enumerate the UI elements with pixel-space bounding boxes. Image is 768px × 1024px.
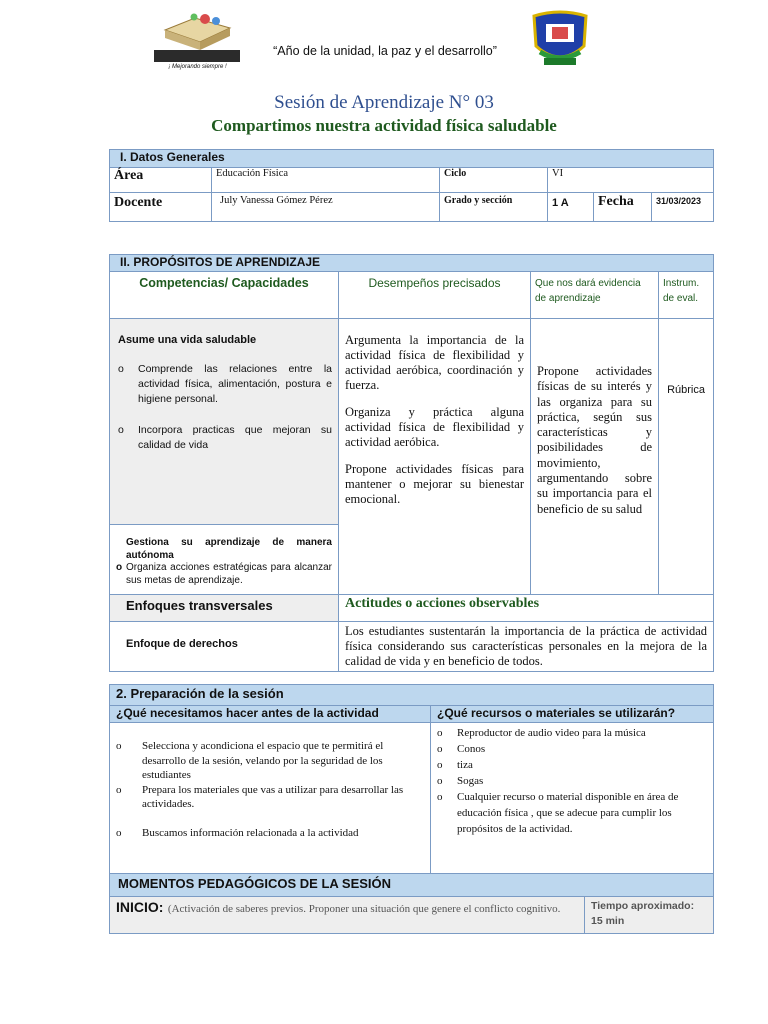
year-motto: “Año de la unidad, la paz y el desarrollo” <box>273 44 497 58</box>
tiempo-value: 15 min <box>591 915 625 927</box>
inicio-label: INICIO: <box>116 899 164 915</box>
list-item: o Selecciona y acondiciona el espacio que te permitirá el desarrollo de la sesión, velando por la seguridad de los estudiantes <box>116 740 384 781</box>
competencia-2-title: Gestiona su aprendizaje de manera autónoma <box>126 537 332 561</box>
col-desempenos: Desempeños precisados <box>339 272 531 319</box>
list-item: o Prepara los materiales que vas a utilizar para desarrollar las actividades. <box>116 783 404 810</box>
col-antes: ¿Qué necesitamos hacer antes de la actividad <box>110 706 431 723</box>
competencia-1 <box>110 319 338 525</box>
evidencia-cell: Propone actividades físicas de su interés y las organiza para su práctica, según sus características y posibilidades de movimiento, argumentando sobre su importancia para el beneficio de su salud <box>531 319 659 595</box>
preparacion-heading: 2. Preparación de la sesión <box>110 685 714 706</box>
docente-value: July Vanessa Gómez Pérez <box>212 193 440 222</box>
desempenos-cell <box>339 319 531 595</box>
list-item: o Sogas <box>437 775 484 787</box>
desempeno-item: Argumenta la importancia de la actividad física de flexibilidad y actividad aeróbica, coordinación y fuerza. <box>345 333 524 392</box>
institution-shield-logo <box>528 10 592 70</box>
col-recursos: ¿Qué recursos o materiales se utilizarán? <box>431 706 714 723</box>
col-instrumento: Instrum. de eval. <box>659 272 714 319</box>
area-value: Educación Física <box>212 168 440 193</box>
list-item: o Incorpora practicas que mejoran su calidad de vida <box>118 424 332 451</box>
competencia-2 <box>110 525 338 587</box>
momentos-heading: MOMENTOS PEDAGÓGICOS DE LA SESIÓN <box>110 874 714 897</box>
list-item: o Cualquier recurso o material disponible en área de educación física , que se adecue para cumplir los propósitos de la actividad. <box>437 791 679 835</box>
list-item: o Buscamos información relacionada a la actividad <box>116 826 359 839</box>
list-item: o Conos <box>437 743 486 755</box>
tiempo-cell <box>585 897 714 934</box>
datos-generales-table <box>109 149 714 222</box>
enfoque-derechos: Enfoque de derechos <box>110 622 339 672</box>
list-item: o Comprende las relaciones entre la actividad física, alimentación, postura e higiene personal. <box>118 363 332 405</box>
col-evidencia: Que nos dará evidencia de aprendizaje <box>531 272 659 319</box>
desempeno-item: Propone actividades físicas para mantener o mejorar su bienestar emocional. <box>345 462 524 506</box>
momentos-table <box>109 873 714 934</box>
competencias-cell <box>110 319 339 595</box>
actitud-text: Los estudiantes sustentarán la importancia de la práctica de actividad física considerando sus características personales en la mejora de la calidad de vida y en beneficio de todos. <box>339 622 714 672</box>
recursos-list <box>431 723 714 874</box>
list-item: o tiza <box>437 759 473 771</box>
session-title: Sesión de Aprendizaje N° 03 <box>274 92 494 113</box>
list-item: o Reproductor de audio video para la música <box>437 727 646 739</box>
preparacion-table <box>109 684 714 874</box>
ciclo-label: Ciclo <box>440 168 548 193</box>
inicio-text: (Activación de saberes previos. Proponer una situación que genere el conflicto cognitivo. <box>167 903 561 915</box>
docente-label: Docente <box>110 193 212 222</box>
session-subtitle: Compartimos nuestra actividad física saludable <box>211 116 557 135</box>
logo-caption: ¡ Mejorando siempre ! <box>168 64 227 70</box>
school-logo <box>150 10 245 76</box>
actitudes-label: Actitudes o acciones observables <box>339 595 714 622</box>
propositos-table <box>109 254 714 672</box>
ciclo-value: VI <box>548 168 714 193</box>
fecha-label: Fecha <box>594 193 652 222</box>
inicio-cell <box>110 897 585 934</box>
antes-list <box>110 723 431 874</box>
area-label: Área <box>110 168 212 193</box>
grado-value: 1 A <box>548 193 594 222</box>
instrumento-cell: Rúbrica <box>659 319 714 595</box>
datos-heading: I. Datos Generales <box>110 150 714 168</box>
enfoques-label: Enfoques transversales <box>110 595 339 622</box>
desempeno-item: Organiza y práctica alguna actividad física de flexibilidad y actividad aeróbica. <box>345 405 524 449</box>
list-item: o Organiza acciones estratégicas para alcanzar sus metas de aprendizaje. <box>116 562 332 586</box>
competencia-1-title: Asume una vida saludable <box>118 334 257 346</box>
fecha-value: 31/03/2023 <box>652 193 714 222</box>
tiempo-label: Tiempo aproximado: <box>591 900 695 912</box>
col-competencias: Competencias/ Capacidades <box>110 272 339 319</box>
grado-label: Grado y sección <box>440 193 548 222</box>
propositos-heading: II. PROPÓSITOS DE APRENDIZAJE <box>110 255 714 272</box>
